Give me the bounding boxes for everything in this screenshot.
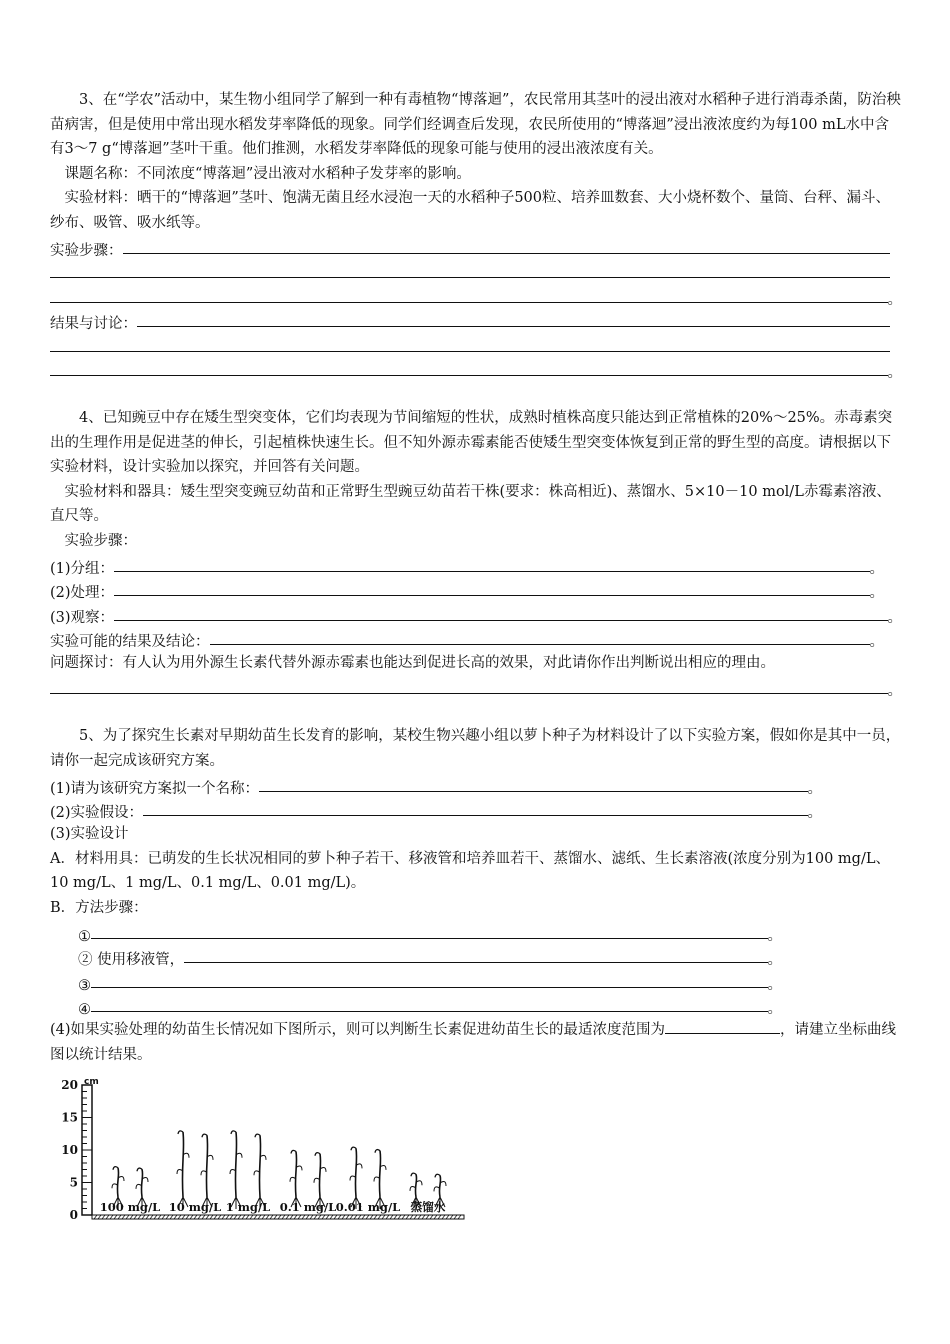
period: 。 bbox=[869, 560, 884, 577]
q4-materials: 实验材料和器具：矮生型突变豌豆幼苗和正常野生型豌豆幼苗若干株(要求：株高相近)、蒸馏水、5×10－10 mol/L赤霉素溶液、直尺等。 bbox=[50, 483, 891, 524]
period: 。 bbox=[767, 1001, 782, 1017]
seedling-tip bbox=[113, 1167, 118, 1170]
q4-results-label: 实验可能的结果及结论： bbox=[50, 634, 210, 650]
seedling-tip bbox=[375, 1150, 380, 1153]
period: 。 bbox=[767, 952, 782, 968]
q4-step3-label: (3)观察： bbox=[50, 609, 115, 626]
seedling-figure-svg bbox=[50, 1075, 470, 1225]
q3-topic: 课题名称：不同浓度“博落迴”浸出液对水稻种子发芽率的影响。 bbox=[64, 165, 471, 182]
q3-results-row-3 bbox=[50, 358, 902, 383]
q5-p4-text-2: ，请建立坐标曲线图以统计结果。 bbox=[50, 1022, 897, 1063]
seedling-tip bbox=[435, 1174, 440, 1177]
period: 。 bbox=[869, 634, 884, 650]
q3-steps-label: 实验步骤： bbox=[50, 242, 123, 259]
q3-results-row bbox=[50, 309, 902, 334]
seedling-stem bbox=[319, 1154, 320, 1197]
q4-step1-label: (1)分组： bbox=[50, 560, 115, 577]
q5-optimal-range-blank[interactable] bbox=[665, 1019, 780, 1034]
y-tick-label: 5 bbox=[69, 1175, 78, 1190]
q3-steps-blank-3[interactable] bbox=[50, 288, 888, 303]
q5-b3-row bbox=[50, 969, 902, 994]
q3-blank-row-3 bbox=[50, 284, 902, 309]
seedling-tip bbox=[291, 1150, 296, 1153]
q3-steps-blank-2[interactable] bbox=[50, 263, 890, 278]
q5-b1-row bbox=[50, 920, 902, 945]
y-tick-label: 10 bbox=[61, 1143, 78, 1157]
period: 。 bbox=[887, 683, 902, 699]
group-label: 10 mg/L bbox=[168, 1200, 222, 1214]
seedling-stem bbox=[206, 1135, 207, 1197]
q5-hypothesis-blank[interactable] bbox=[143, 801, 807, 816]
q5-b3-label: ③ bbox=[78, 977, 91, 994]
seedling-tip bbox=[411, 1173, 416, 1176]
q4-step3-blank[interactable] bbox=[114, 606, 887, 621]
seedling-stem bbox=[379, 1151, 380, 1197]
q5-p1-label: (1)请为该研究方案拟一个名称： bbox=[50, 780, 260, 797]
q4-discuss: 问题探讨：有人认为用外源生长素代替外源赤霉素也能达到促进长高的效果，对此请你作出判断说出相应的理由。 bbox=[50, 655, 775, 671]
q4-intro: 4、已知豌豆中存在矮生型突变体，它们均表现为节间缩短的性状，成熟时植株高度只能达到正常植株的20%～25%。赤毒素突出的生理作用是促进茎的伸长，引起植株快速生长。但不知外源赤霉素能否使矮生型突变体恢复到正常的野生型的高度。请根据以下实验材料，设计实验加以探究，并回答有关问题。 bbox=[50, 410, 893, 475]
q4-results-blank[interactable] bbox=[210, 630, 870, 645]
seedling-stem bbox=[259, 1135, 260, 1197]
period: 。 bbox=[887, 609, 902, 626]
y-tick-label: 20 bbox=[61, 1078, 78, 1092]
seedling-stem bbox=[182, 1132, 183, 1197]
period: 。 bbox=[887, 365, 902, 381]
q5-p3: (3)实验设计 bbox=[50, 826, 129, 842]
worksheet bbox=[50, 88, 902, 1225]
q3-results-label: 结果与讨论： bbox=[50, 316, 137, 332]
q5-intro: 5、为了探究生长素对早期幼苗生长发育的影响，某校生物兴趣小组以萝卜种子为材料设计了以下实验方案，假如你是其中一员，请你一起完成该研究方案。 bbox=[50, 728, 901, 769]
q3-results-blank[interactable] bbox=[137, 312, 890, 327]
q5-b2-label: ② 使用移液管， bbox=[78, 952, 185, 968]
seedling-stem bbox=[295, 1152, 296, 1198]
q3-intro: 3、在“学农”活动中，某生物小组同学了解到一种有毒植物“博落迴”，农民常用其茎叶的浸出液对水稻种子进行消毒杀菌，防治秧苗病害，但是使用中常出现水稻发芽率降低的现象。同学们经调查后发现，农民所使用的“博落迴”浸出液浓度约为每100 mL水中含有3～7 g“博落迴”茎叶干重。他们推测，水稻发芽率降低的现象可能与使用的浸出液浓度有关。 bbox=[50, 92, 901, 157]
q4-results-row bbox=[50, 627, 902, 652]
seedling-stem bbox=[355, 1148, 356, 1197]
q4-discuss-blank[interactable] bbox=[50, 679, 888, 694]
seedling-tip bbox=[315, 1153, 320, 1156]
period: 。 bbox=[767, 976, 782, 993]
seedling-growth-figure bbox=[50, 1075, 470, 1225]
seedling-stem bbox=[117, 1168, 118, 1197]
q5-b1-blank[interactable] bbox=[91, 924, 768, 939]
period: 。 bbox=[767, 927, 782, 944]
q5-b2-row bbox=[50, 945, 902, 970]
q4-step2-label: (2)处理： bbox=[50, 585, 115, 601]
q4-step2-blank[interactable] bbox=[114, 581, 869, 596]
q5-b: B．方法步骤： bbox=[50, 899, 148, 916]
q5-b2-blank[interactable] bbox=[184, 948, 767, 963]
q5-b3-blank[interactable] bbox=[91, 973, 768, 988]
q5-p1-row bbox=[50, 773, 902, 798]
q5-name-blank[interactable] bbox=[259, 777, 807, 792]
period: 。 bbox=[869, 585, 884, 601]
q5-p4 bbox=[50, 1018, 902, 1067]
q4-discuss-row bbox=[50, 676, 902, 701]
q5-b4-blank[interactable] bbox=[91, 997, 768, 1012]
y-tick-label: 15 bbox=[61, 1110, 78, 1125]
seedling-stem bbox=[235, 1132, 236, 1197]
y-tick-label: 0 bbox=[69, 1208, 78, 1222]
q3-materials: 实验材料：晒干的“博落迴”茎叶、饱满无菌且经水浸泡一天的水稻种子500粒、培养皿数套、大小烧杯数个、量筒、台秤、漏斗、纱布、吸管、吸水纸等。 bbox=[50, 190, 890, 231]
q5-b4-label: ④ bbox=[78, 1002, 91, 1018]
seedling-tip bbox=[351, 1147, 356, 1150]
q4-step3-row bbox=[50, 602, 902, 627]
q4-step2-row bbox=[50, 578, 902, 603]
q5-a: A．材料用具：已萌发的生长状况相同的萝卜种子若干、移液管和培养皿若干、蒸馏水、滤纸、生长素溶液(浓度分别为100 mg/L、10 mg/L、1 mg/L、0.1 mg/L、0.01 mg/L)。 bbox=[50, 850, 890, 891]
q5-b4-row bbox=[50, 994, 902, 1019]
q5-p4-text: (4)如果实验处理的幼苗生长情况如下图所示，则可以判断生长素促进幼苗生长的最适浓度范围为 bbox=[50, 1022, 666, 1038]
q5-p2-row bbox=[50, 798, 902, 823]
q4-step1-blank[interactable] bbox=[114, 557, 869, 572]
q4-step1-row bbox=[50, 553, 902, 578]
q3-results-blank-2[interactable] bbox=[50, 337, 890, 352]
q5-p2-label: (2)实验假设： bbox=[50, 805, 144, 821]
unit-label: cm bbox=[84, 1077, 99, 1087]
period: 。 bbox=[807, 805, 822, 821]
group-label: 蒸馏水 bbox=[410, 1200, 446, 1214]
group-label: 0.1 mg/L bbox=[279, 1200, 337, 1214]
q5-b1-label: ① bbox=[78, 928, 91, 945]
q3-steps-blank[interactable] bbox=[123, 239, 891, 254]
seedling-tip bbox=[137, 1168, 142, 1171]
q3-results-row-2 bbox=[50, 333, 902, 358]
q3-blank-row-2 bbox=[50, 260, 902, 285]
seedling-stem bbox=[141, 1169, 142, 1197]
period: 。 bbox=[807, 780, 822, 797]
q4-steps-label: 实验步骤： bbox=[64, 532, 137, 549]
q3-results-blank-3[interactable] bbox=[50, 361, 888, 376]
seedling-stem bbox=[415, 1174, 416, 1197]
group-label: 0.01 mg/L bbox=[335, 1200, 401, 1214]
group-label: 100 mg/L bbox=[99, 1200, 161, 1214]
period: 。 bbox=[887, 291, 902, 308]
q3-steps-row bbox=[50, 235, 902, 260]
seedling-stem bbox=[439, 1175, 440, 1197]
group-label: 1 mg/L bbox=[225, 1200, 271, 1214]
